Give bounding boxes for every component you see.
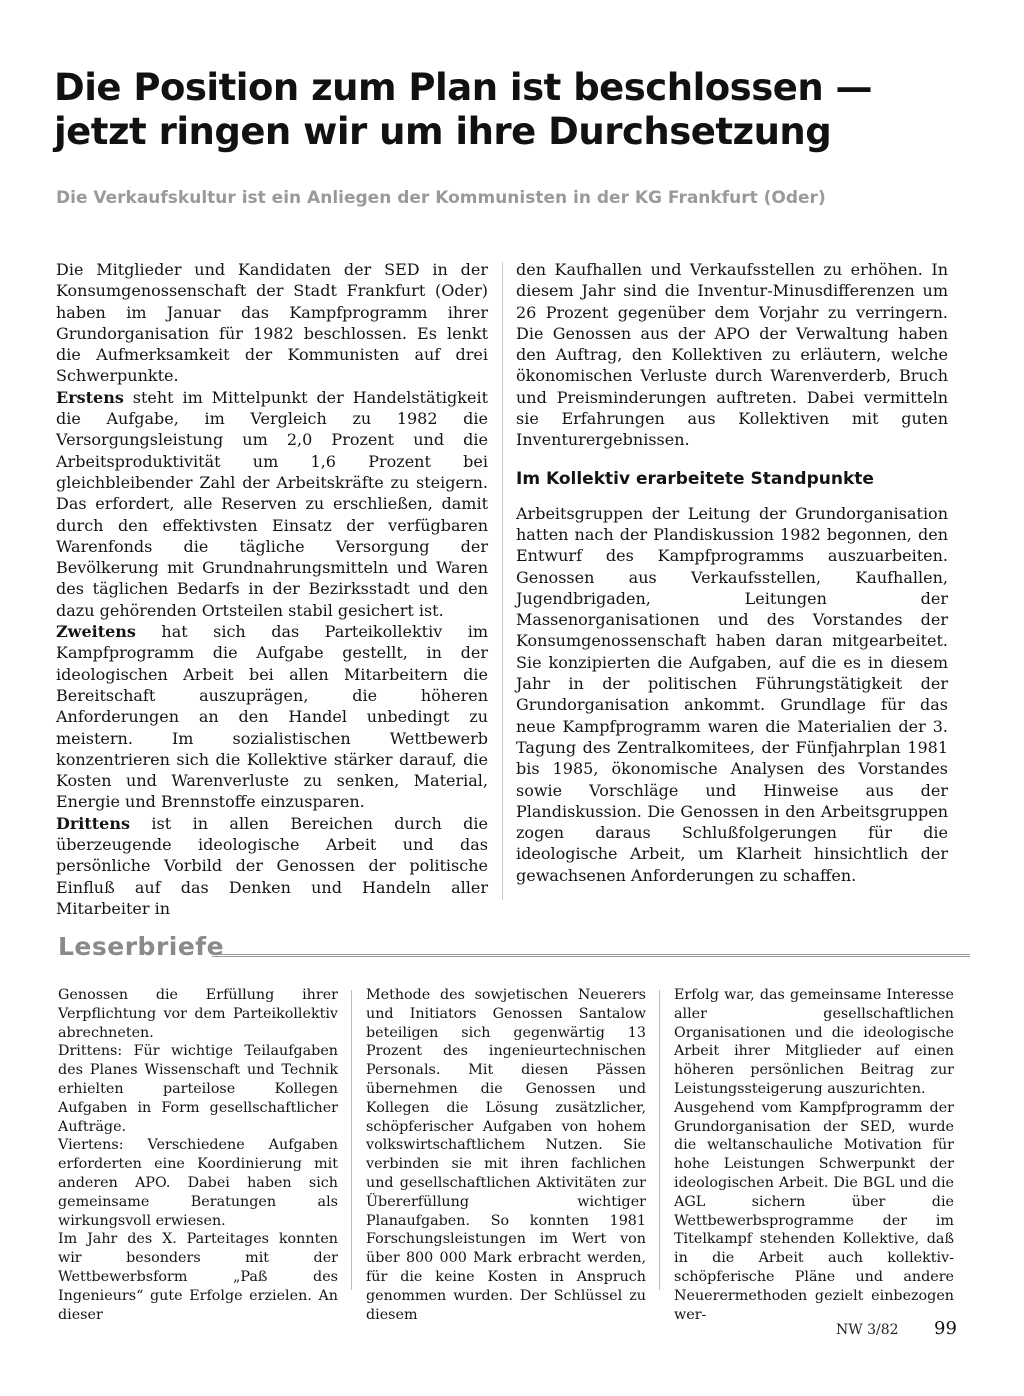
paragraph-text: hat sich das Parteikollektiv im Kampfprogramm die Aufgabe gestellt, in der ideologischen Arbeit bei allen Mitarbeitern die Bereitschaft auszuprägen, die höheren Anforderungen an den Handel unbedingt zu meistern. Im sozialistischen Wettbewerb konzentrieren sich die Kollektive stärker darauf, die Kosten und Warenverluste zu senken, Material, Energie und Brennstoffe einzusparen. — [56, 622, 488, 812]
paragraph: Viertens: Verschiedene Aufgaben erforderten eine Koordinierung mit anderen APO. Dabei haben sich gemeinsame Beratungen als wirkungsvoll erwiesen. — [58, 1137, 338, 1229]
paragraph: Drittens: Für wichtige Teilaufgaben des Planes Wissenschaft und Technik erhielten parteilose Kollegen Aufgaben in Form gesellschaftlicher Aufträge. — [58, 1043, 338, 1135]
lead-word: Erstens — [56, 387, 124, 407]
paragraph: Methode des sowjetischen Neuerers und Initiators Genossen Santalow beteiligen sich gegenwärtig 13 Prozent des ingenieurtechnischen Personals. Mit diesen Pässen übernehmen die Genossen und Kollegen die Lösung zusätzlicher, schöpferischer Aufgaben von hohem volkswirtschaftlichem Nutzen. Sie verbinden sie mit ihren fachlichen und gesellschaftlichen Aktivitäten zur Übererfüllung wichtiger Planaufgaben. So konnten 1981 Forschungsleistungen im Wert von über 800 000 Mark erbracht werden, für die keine Kosten in Anspruch genommen wurden. Der Schlüssel zu diesem — [366, 987, 646, 1323]
paragraph: Genossen die Erfüllung ihrer Verpflichtung vor dem Parteikollektiv abrechneten. — [58, 987, 338, 1041]
paragraph: Die Mitglieder und Kandidaten der SED in der Konsumgenossenschaft der Stadt Frankfurt (Oder) haben im Januar das Kampfprogramm ihrer Grundorganisation für 1982 beschlossen. Es lenkt die Aufmerksamkeit der Kommunisten auf drei Schwerpunkte. — [56, 260, 488, 386]
article-column-2 — [516, 259, 948, 886]
leserbriefe-column-2 — [366, 986, 646, 1324]
headline-line-1: Die Position zum Plan ist beschlossen — — [54, 66, 873, 109]
paragraph — [56, 387, 488, 621]
leserbriefe-column-1 — [58, 986, 338, 1324]
headline-line-2: jetzt ringen wir um ihre Durchsetzung — [54, 110, 832, 153]
paragraph: Ausgehend vom Kampfprogramm der Grundorganisation der SED, wurde die weltanschauliche Motivation für hohe Leistungen Schwerpunkt der ideologischen Arbeit. Die BGL und die AGL sichern über die Wettbewerbsprogramme der im Titelkampf stehenden Kollektive, daß in die Arbeit auch kollektiv-schöpferische Pläne und andere Neuerermethoden gezielt einbezogen wer- — [674, 1099, 954, 1323]
leserbriefe-divider — [351, 990, 352, 1290]
paragraph-text: ist in allen Bereichen durch die überzeugende ideologische Arbeit und das persönliche Vorbild der Genossen der politische Einfluß auf das Denken und Handeln aller Mitarbeiter in — [56, 813, 488, 918]
paragraph — [56, 813, 488, 919]
article-headline — [54, 66, 984, 154]
article-subheadline: Die Verkaufskultur ist ein Anliegen der Kommunisten in der KG Frankfurt (Oder) — [56, 188, 826, 208]
leserbriefe-column-3 — [674, 986, 954, 1324]
article-column-1 — [56, 259, 488, 919]
paragraph: den Kaufhallen und Verkaufsstellen zu erhöhen. In diesem Jahr sind die Inventur-Minusdifferenzen um 26 Prozent gegenüber dem Vorjahr zu verringern. Die Genossen aus der APO der Verwaltung haben den Auftrag, den Kollektiven zu erläutern, welche ökonomischen Verluste durch Warenverderb, Bruch und Preisminderungen auftreten. Dabei vermitteln sie Erfahrungen aus Kollektiven mit guten Inventurergebnissen. — [516, 260, 948, 450]
paragraph-text: steht im Mittelpunkt der Handelstätigkeit die Aufgabe, im Vergleich zu 1982 die Versorgungsleistung um 2,0 Prozent und die Arbeitsproduktivität um 1,6 Prozent bei gleichbleibender Zahl der Arbeitskräfte zu steigern. Das erfordert, alle Reserven zu erschließen, damit durch den effektivsten Einsatz der verfügbaren Warenfonds die tägliche Versorgung der Bevölkerung mit Grundnahrungsmitteln und Waren des täglichen Bedarfs in der Bezirksstadt und den dazu gehörenden Ortsteilen stabil gesichert ist. — [56, 387, 488, 620]
paragraph: Arbeitsgruppen der Leitung der Grundorganisation hatten nach der Plandiskussion 1982 begonnen, den Entwurf des Kampfprogramms auszuarbeiten. Genossen aus Verkaufsstellen, Kaufhallen, Jugendbrigaden, Leitungen der Massenorganisationen und des Vorstandes der Konsumgenossenschaft haben daran mitgearbeitet. Sie konzipierten die Aufgaben, auf die es in diesem Jahr in der politischen Führungstätigkeit der Grundorganisation ankommt. Grundlage für das neue Kampfprogramm waren die Materialien der 3. Tagung des Zentralkomitees, der Fünfjahrplan 1981 bis 1985, ökonomische Analysen des Vorstandes sowie Vorschläge und Hinweise aus der Plandiskussion. Die Genossen in den Arbeitsgruppen zogen daraus Schlußfolgerungen für die ideologische Arbeit, um Klarheit hinsichtlich der gewachsenen Anforderungen zu schaffen. — [516, 503, 948, 885]
lead-word: Zweitens — [56, 622, 136, 642]
page-number: 99 — [934, 1318, 957, 1339]
lead-word: Drittens — [56, 813, 130, 833]
leserbriefe-divider — [659, 990, 660, 1290]
column-divider — [502, 262, 503, 900]
paragraph: Im Jahr des X. Parteitages konnten wir besonders mit der Wettbewerbsform „Paß des Ingenieurs“ gute Erfolge erzielen. An dieser — [58, 1231, 338, 1323]
paragraph — [56, 621, 488, 813]
paragraph: Erfolg war, das gemeinsame Interesse aller gesellschaftlichen Organisationen und die ideologische Arbeit ihrer Mitglieder auf einen höheren persönlichen Beitrag zur Leistungssteigerung auszurichten. — [674, 987, 954, 1097]
leserbriefe-rule — [212, 954, 970, 957]
section-heading: Im Kollektiv erarbeitete Standpunkte — [516, 468, 874, 489]
issue-code: NW 3/82 — [836, 1322, 899, 1338]
leserbriefe-title: Leserbriefe — [58, 932, 225, 961]
